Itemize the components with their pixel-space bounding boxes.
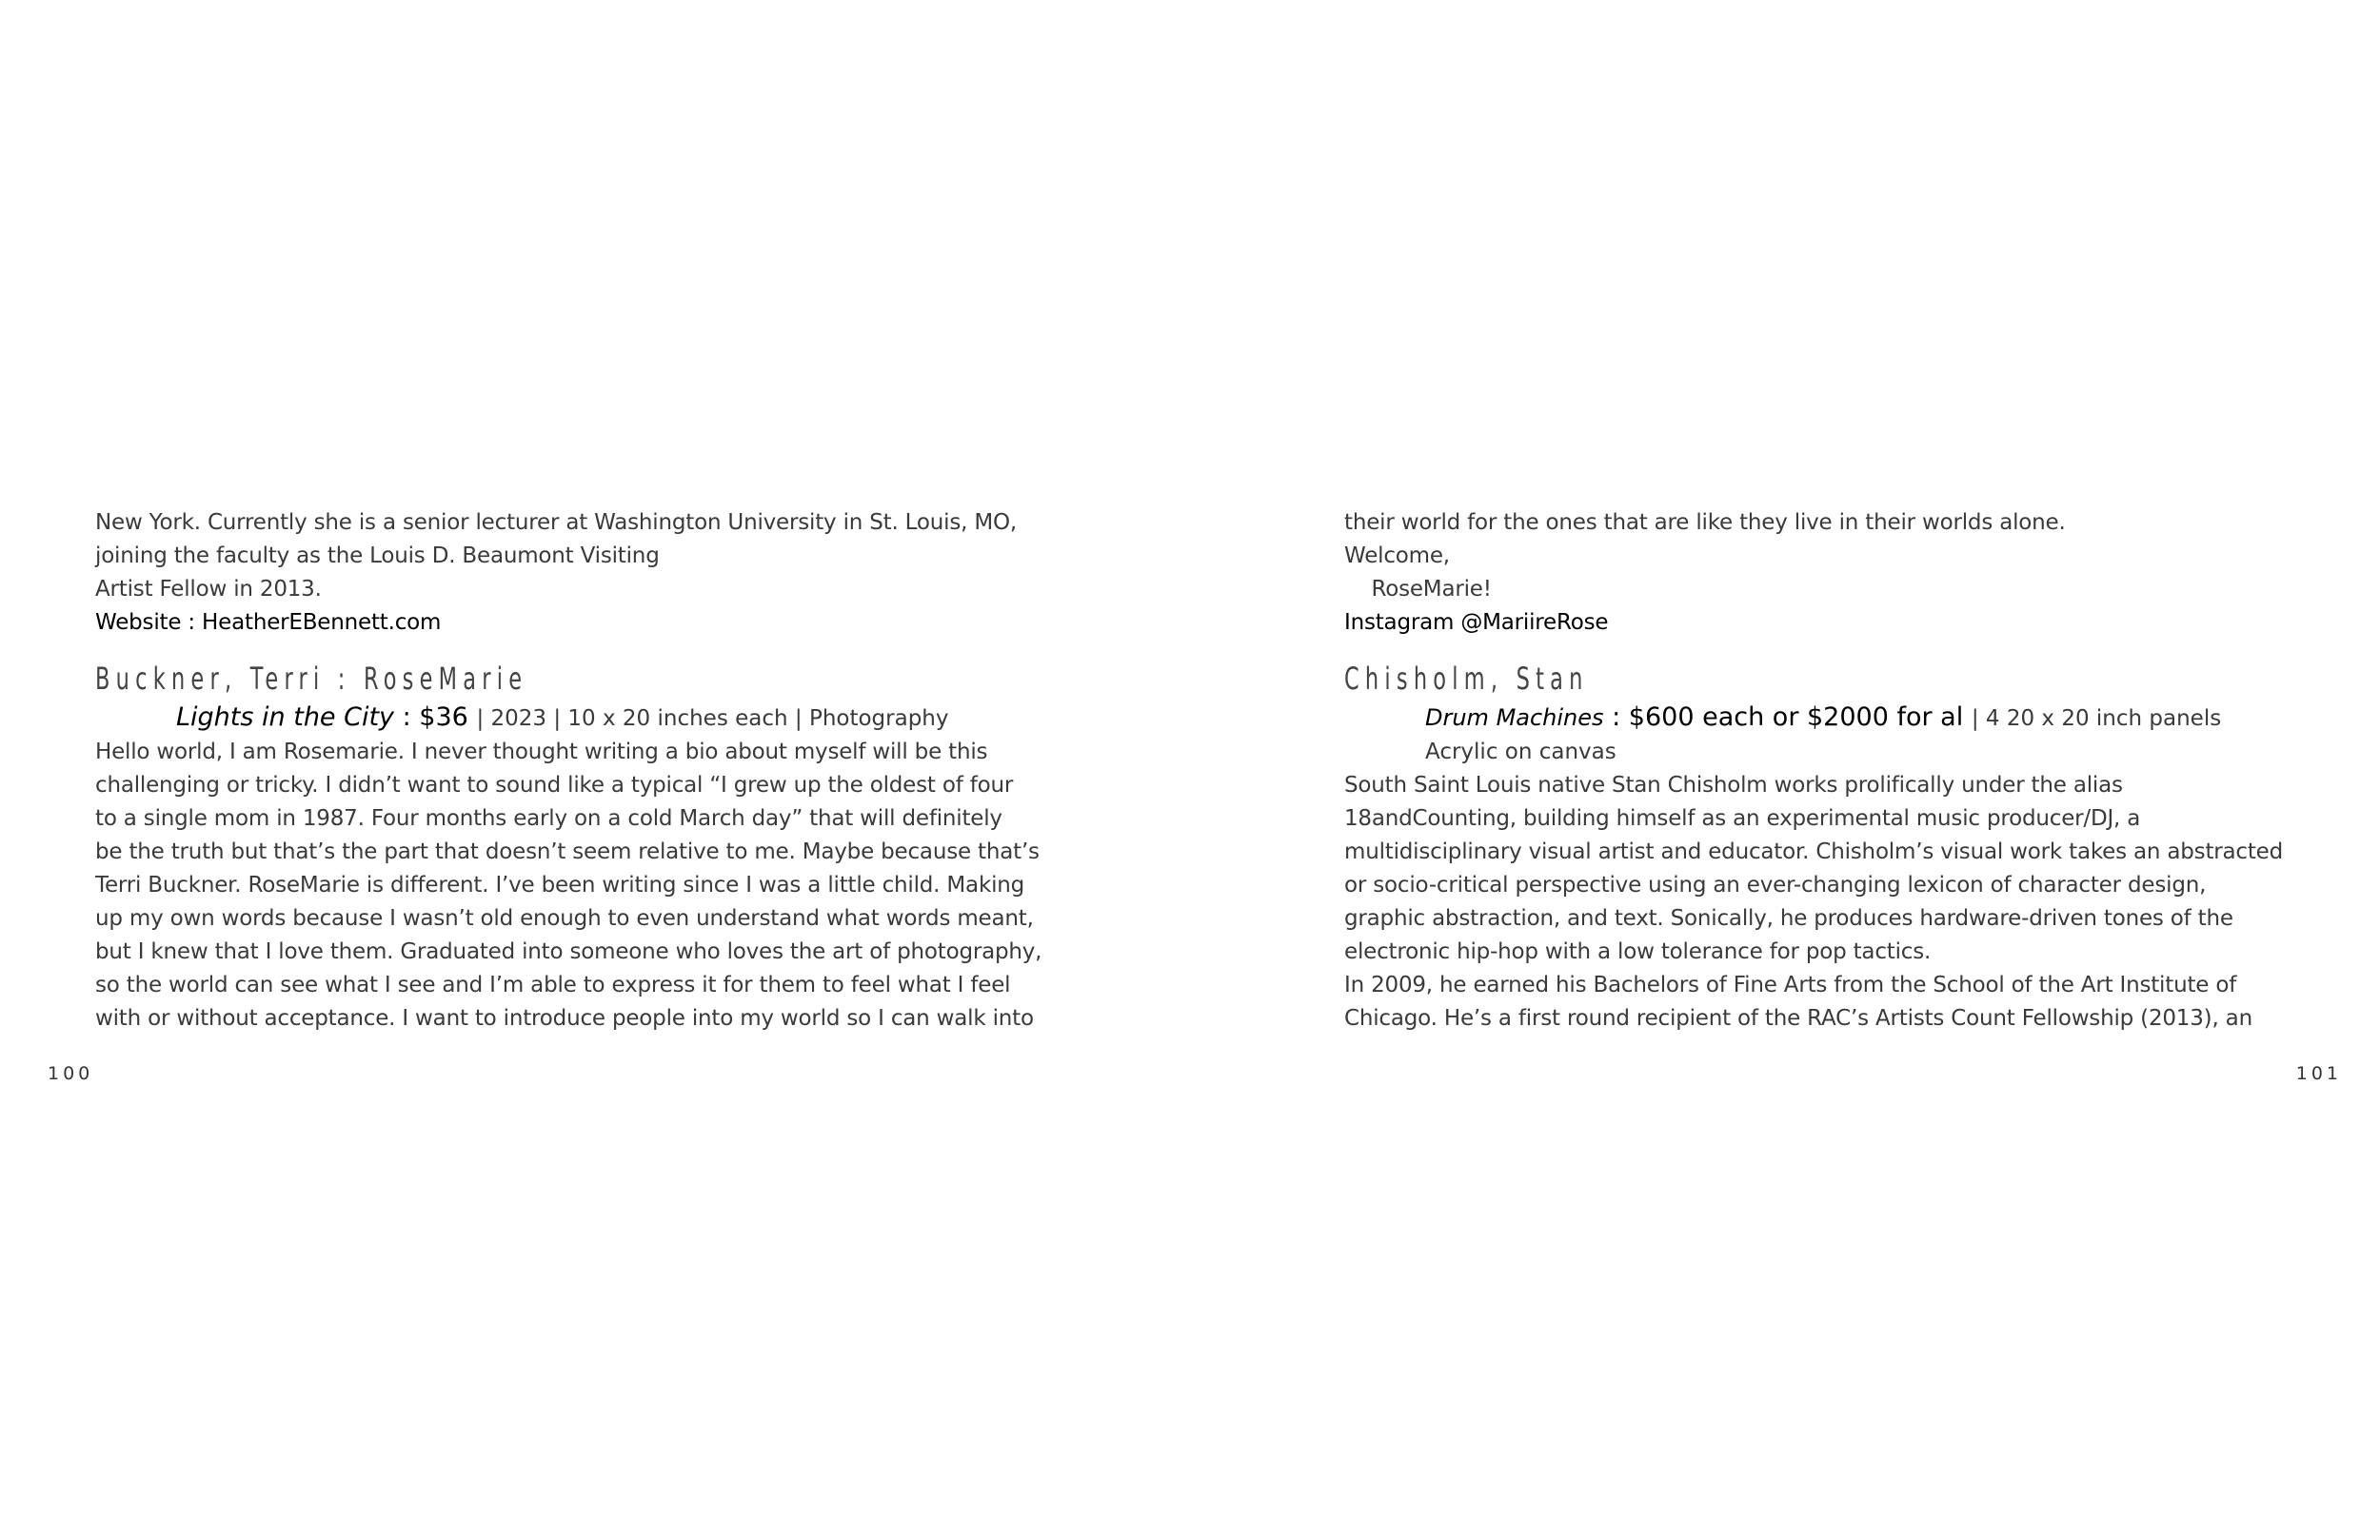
intro-line: Artist Fellow in 2013.: [95, 577, 322, 602]
bio-line: graphic abstraction, and text. Sonically, he produces hardware-driven tones of the: [1344, 906, 2233, 931]
bio-line: with or without acceptance. I want to introduce people into my world so I can walk into: [95, 1006, 1034, 1031]
bio-line: 18andCounting, building himself as an experimental music producer/DJ, a: [1344, 806, 2141, 831]
intro-line: New York. Currently she is a senior lecturer at Washington University in St. Louis, MO,: [95, 510, 1017, 535]
bio-line: Hello world, I am Rosemarie. I never thought writing a bio about myself will be this: [95, 740, 988, 764]
work-title: Drum Machines: [1425, 704, 1604, 731]
page-number-left: 100: [48, 1063, 94, 1084]
bio-line: multidisciplinary visual artist and educator. Chisholm’s visual work takes an abstracted: [1344, 839, 2284, 864]
intro-line: their world for the ones that are like they live in their worlds alone.: [1344, 510, 2066, 535]
work-price: : $600 each or $2000 for al: [1603, 702, 1972, 732]
website-line: Website : HeatherEBennett.com: [95, 610, 442, 635]
instagram-line: Instagram @MariireRose: [1344, 610, 1609, 635]
bio-line: South Saint Louis native Stan Chisholm works prolifically under the alias: [1344, 773, 2123, 798]
bio-line: so the world can see what I see and I’m able to express it for them to feel what I feel: [95, 973, 1011, 997]
work-medium: Acrylic on canvas: [1425, 740, 1616, 764]
artist-name: Chisholm, Stan: [1344, 661, 1589, 697]
bio-line: In 2009, he earned his Bachelors of Fine Arts from the School of the Art Institute of: [1344, 973, 2237, 997]
bio-line: electronic hip-hop with a low tolerance for pop tactics.: [1344, 939, 1932, 964]
work-price: : $36: [394, 702, 477, 732]
artist-name: Buckner, Terri : RoseMarie: [95, 661, 528, 697]
page-number-right: 101: [2295, 1063, 2342, 1084]
bio-line: to a single mom in 1987. Four months early on a cold March day” that will definitely: [95, 806, 1002, 831]
intro-line: joining the faculty as the Louis D. Beaumont Visiting: [95, 543, 660, 568]
bio-line: but I knew that I love them. Graduated into someone who loves the art of photography,: [95, 939, 1042, 964]
bio-line: or socio-critical perspective using an ever-changing lexicon of character design,: [1344, 873, 2207, 898]
work-meta: | 2023 | 10 x 20 inches each | Photography: [476, 706, 949, 731]
right-page: [1344, 506, 2315, 1036]
intro-line: RoseMarie!: [1344, 577, 1492, 602]
bio-line: Chicago. He’s a first round recipient of the RAC’s Artists Count Fellowship (2013), an: [1344, 1006, 2252, 1031]
left-page: [95, 506, 1066, 1036]
intro-line: Welcome,: [1344, 543, 1450, 568]
bio-line: Terri Buckner. RoseMarie is different. I’ve been writing since I was a little child. Making: [95, 873, 1025, 898]
bio-line: be the truth but that’s the part that doesn’t seem relative to me. Maybe because that’s: [95, 839, 1040, 864]
work-line: [95, 701, 1066, 736]
work-meta: | 4 20 x 20 inch panels: [1971, 706, 2222, 731]
bio-line: up my own words because I wasn’t old enough to even understand what words meant,: [95, 906, 1034, 931]
work-line: [1344, 701, 2315, 736]
bio-line: challenging or tricky. I didn’t want to sound like a typical “I grew up the oldest of four: [95, 773, 1014, 798]
work-title: Lights in the City: [176, 702, 395, 732]
